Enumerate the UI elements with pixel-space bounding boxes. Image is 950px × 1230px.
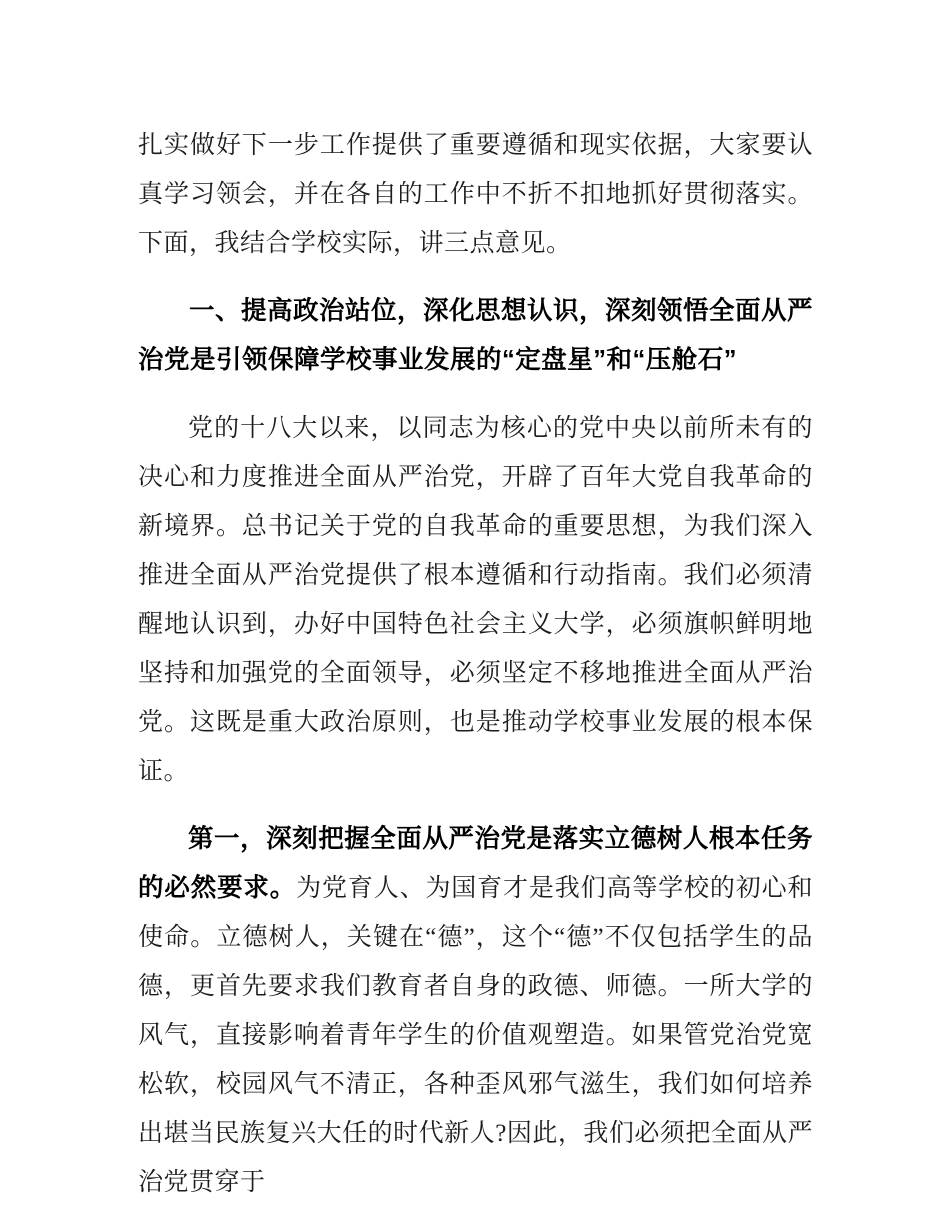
point-1-paragraph (138, 815, 813, 1207)
point-1-body-text: 为党育人、为国育才是我们高等学校的初心和使命。立德树人，关键在“德”，这个“德”不仅包括学生的品德，更首先要求我们教育者自身的政德、师德。一所大学的风气，直接影响着青年学生的价值观塑造。如果管党治党宽松软，校园风气不清正，各种歪风邪气滋生，我们如何培养出堪当民族复兴大任的时代新人?因此，我们必须把全面从严治党贯穿于 (138, 875, 813, 1196)
point-1-bold-lead: 第一，深刻把握全面从严治党是落实立德树人根本任务的必然要求。 (138, 825, 813, 902)
section-1-body-paragraph: 党的十八大以来，以同志为核心的党中央以前所未有的决心和力度推进全面从严治党，开辟了百年大党自我革命的新境界。总书记关于党的自我革命的重要思想，为我们深入推进全面从严治党提供了根本遵循和行动指南。我们必须清醒地认识到，办好中国特色社会主义大学，必须旗帜鲜明地坚持和加强党的全面领导，必须坚定不移地推进全面从严治党。这既是重大政治原则，也是推动学校事业发展的根本保证。 (138, 415, 813, 785)
opening-continuation-paragraph: 扎实做好下一步工作提供了重要遵循和现实依据，大家要认真学习领会，并在各自的工作中不折不扣地抓好贯彻落实。下面，我结合学校实际，讲三点意见。 (138, 132, 813, 257)
section-1-heading: 一、提高政治站位，深化思想认识，深刻领悟全面从严治党是引领保障学校事业发展的“定盘星”和“压舱石” (138, 297, 814, 374)
